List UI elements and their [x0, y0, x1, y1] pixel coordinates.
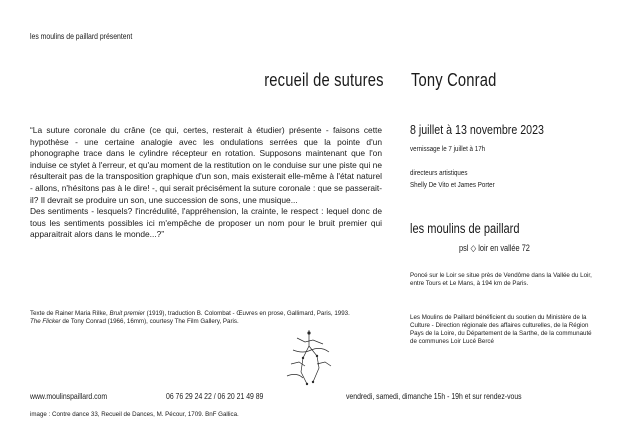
- exhibition-dates: 8 juillet à 13 novembre 2023: [410, 122, 544, 137]
- image-credit: image : Contre dance 33, Recueil de Dances, M. Pécour, 1709. BnF Gallica.: [30, 411, 239, 418]
- exhibition-title: recueil de sutures: [264, 70, 384, 90]
- credit-text: Texte de Rainer Maria Rilke, Bruit premier (1919), traduction B. Colombat - Œuvres en prose, Gallimard, Paris, 1993.: [30, 310, 350, 317]
- quote-paragraph-1: “La suture coronale du crâne (ce qui, certes, resterait à étudier) présente - faisons cette hypothèse - une certaine analogie avec les ondulations serrées que la pointe d'un phonographe trace dans le cylindre récepteur en rotation. Supposons maintenant que l'on induise ce stylet à l'erreur, et qu'au moment de la restitution on le conduise sur une piste qui ne résulterait pas de la transposition graphique d'un son, mais existerait elle-même à l'état naturel - allons, n'hésitons pas à le dire! -, qui serait précisément la suture coronale : que se passerait-il? Il devrait se produire un son, une succession de sons, une musique...: [30, 125, 382, 205]
- venue-support: Les Moulins de Paillard bénéficient du soutien du Ministère de la Culture - Direction régionale des affaires culturelles, de la Région Pays de la Loire, du Département de la Sarthe, de la communauté de communes Loir Lucé Bercé: [410, 314, 592, 345]
- directors-names: Shelly De Vito et James Porter: [410, 180, 495, 189]
- directors-label: directeurs artistiques: [410, 168, 468, 177]
- credit-film-title: The Flicker: [30, 318, 61, 325]
- rilke-quote: [30, 125, 382, 241]
- quote-paragraph-2: Des sentiments - lesquels? l'incrédulité, l'appréhension, la crainte, le respect : lequel donc de tous les sentiments possibles ici m'empêche de proposer un nom pour le bruit premier qui apparaitrait alors dans le monde...?”: [30, 206, 382, 240]
- phone-numbers: 06 76 29 24 22 / 06 20 21 49 89: [166, 391, 264, 401]
- venue-name: les moulins de paillard: [410, 221, 520, 236]
- venue-location: Poncé sur le Loir se situe près de Vendôme dans la Vallée du Loir, entre Tours et Le Mans, à 194 km de Paris.: [410, 272, 592, 287]
- venue-address: psl ◇ loir en vallée 72: [459, 243, 530, 253]
- credit-text-title: Bruit premier: [109, 310, 145, 317]
- credits: [30, 310, 388, 326]
- dance-diagram-image: [283, 328, 338, 386]
- presenter-line: les moulins de paillard présentent: [30, 31, 133, 41]
- opening-hours: vendredi, samedi, dimanche 15h - 19h et sur rendez-vous: [346, 391, 522, 401]
- vernissage: vernissage le 7 juillet à 17h: [410, 144, 486, 153]
- credit-film: The Flicker de Tony Conrad (1966, 16mm), courtesy The Film Gallery, Paris.: [30, 318, 239, 325]
- website-link[interactable]: www.moulinspaillard.com: [30, 391, 108, 401]
- artist-name: Tony Conrad: [411, 70, 497, 90]
